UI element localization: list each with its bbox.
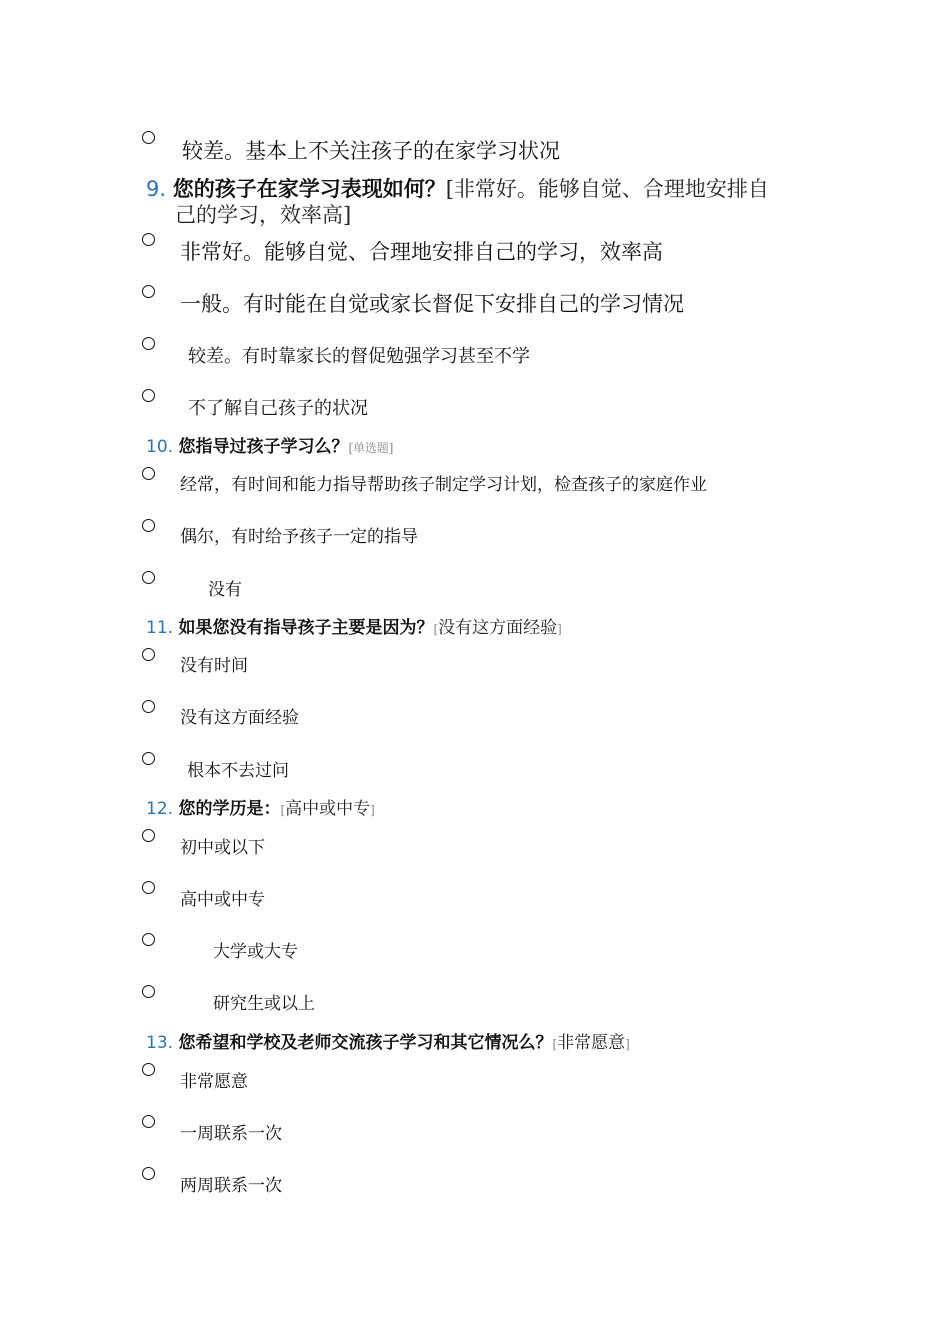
q11-text: 如果您没有指导孩子主要是因为？	[178, 618, 434, 638]
q12-option-3-label: 大学或大专	[213, 942, 298, 962]
q13-question	[146, 1033, 630, 1054]
q9-option-2-radio[interactable]	[142, 285, 155, 298]
q12-option-1-label: 初中或以下	[180, 838, 265, 858]
q9-answer-line1: 非常好。能够自觉、合理地安排自	[453, 177, 769, 201]
q12-bracket-close: ]	[370, 803, 375, 817]
q10-option-2-label: 偶尔，有时给予孩子一定的指导	[180, 527, 418, 547]
q10-option-1-radio[interactable]	[142, 467, 155, 480]
q11-bracket-open: [	[433, 622, 439, 636]
q13-number: 13.	[146, 1033, 174, 1053]
q12-answer: 高中或中专	[285, 799, 371, 819]
q9-question	[146, 176, 769, 202]
q12-number: 12.	[146, 799, 174, 819]
q12-text: 您的学历是：	[178, 799, 281, 819]
q12-question	[146, 799, 375, 820]
q13-option-3-radio[interactable]	[142, 1167, 155, 1180]
q9-option-1-radio[interactable]	[142, 233, 155, 246]
q13-bracket-open: [	[552, 1037, 558, 1051]
q13-option-2-label: 一周联系一次	[180, 1124, 282, 1144]
q9-bracket-open: [	[445, 177, 454, 201]
q10-question	[146, 437, 393, 458]
q9-option-4-label: 不了解自己孩子的状况	[188, 398, 368, 419]
q9-option-2-label: 一般。有时能在自觉或家长督促下安排自己的学习情况	[180, 292, 684, 316]
q10-type-tag: [单选题]	[348, 441, 394, 455]
q10-option-1-label: 经常，有时间和能力指导帮助孩子制定学习计划，检查孩子的家庭作业	[180, 475, 707, 495]
q11-number: 11.	[146, 618, 174, 638]
q13-option-2-radio[interactable]	[142, 1115, 155, 1128]
q12-option-2-radio[interactable]	[142, 881, 155, 894]
q10-option-2-radio[interactable]	[142, 519, 155, 532]
q11-option-3-radio[interactable]	[142, 752, 155, 765]
q13-option-1-radio[interactable]	[142, 1063, 155, 1076]
q12-option-3-radio[interactable]	[142, 933, 155, 946]
q13-text: 您希望和学校及老师交流孩子学习和其它情况么？	[178, 1033, 553, 1053]
q9-number: 9.	[146, 177, 167, 201]
q11-question	[146, 618, 562, 639]
q9-option-4-radio[interactable]	[142, 389, 155, 402]
q12-option-2-label: 高中或中专	[180, 890, 265, 910]
q12-option-4-radio[interactable]	[142, 985, 155, 998]
q11-option-2-label: 没有这方面经验	[180, 708, 299, 728]
q8-option-4-radio[interactable]	[142, 131, 155, 144]
q10-option-3-radio[interactable]	[142, 571, 155, 584]
q12-option-4-label: 研究生或以上	[213, 994, 315, 1014]
q12-bracket-open: [	[280, 803, 286, 817]
q10-option-3-label: 没有	[208, 580, 242, 600]
q11-option-3-label: 根本不去过问	[187, 761, 289, 781]
q10-number: 10.	[146, 437, 174, 457]
q11-option-2-radio[interactable]	[142, 700, 155, 713]
q8-option-4-label: 较差。基本上不关注孩子的在家学习状况	[182, 139, 560, 163]
q13-answer: 非常愿意	[557, 1033, 626, 1053]
q12-option-1-radio[interactable]	[142, 829, 155, 842]
q9-answer-line2: 己的学习，效率高	[175, 203, 343, 227]
q9-option-1-label: 非常好。能够自觉、合理地安排自己的学习，效率高	[180, 240, 663, 264]
q11-answer: 没有这方面经验	[438, 618, 558, 638]
q9-option-3-radio[interactable]	[142, 337, 155, 350]
q9-option-3-label: 较差。有时靠家长的督促勉强学习甚至不学	[188, 346, 530, 367]
q11-option-1-radio[interactable]	[142, 648, 155, 661]
q9-bracket-close: ]	[343, 203, 352, 227]
q11-option-1-label: 没有时间	[180, 656, 248, 676]
q13-option-1-label: 非常愿意	[180, 1072, 248, 1092]
q9-question-cont	[175, 202, 351, 228]
q11-bracket-close: ]	[557, 622, 562, 636]
q10-text: 您指导过孩子学习么？	[178, 437, 349, 457]
q13-bracket-close: ]	[625, 1037, 630, 1051]
q9-text: 您的孩子在家学习表现如何？	[172, 177, 446, 201]
q13-option-3-label: 两周联系一次	[180, 1176, 282, 1196]
